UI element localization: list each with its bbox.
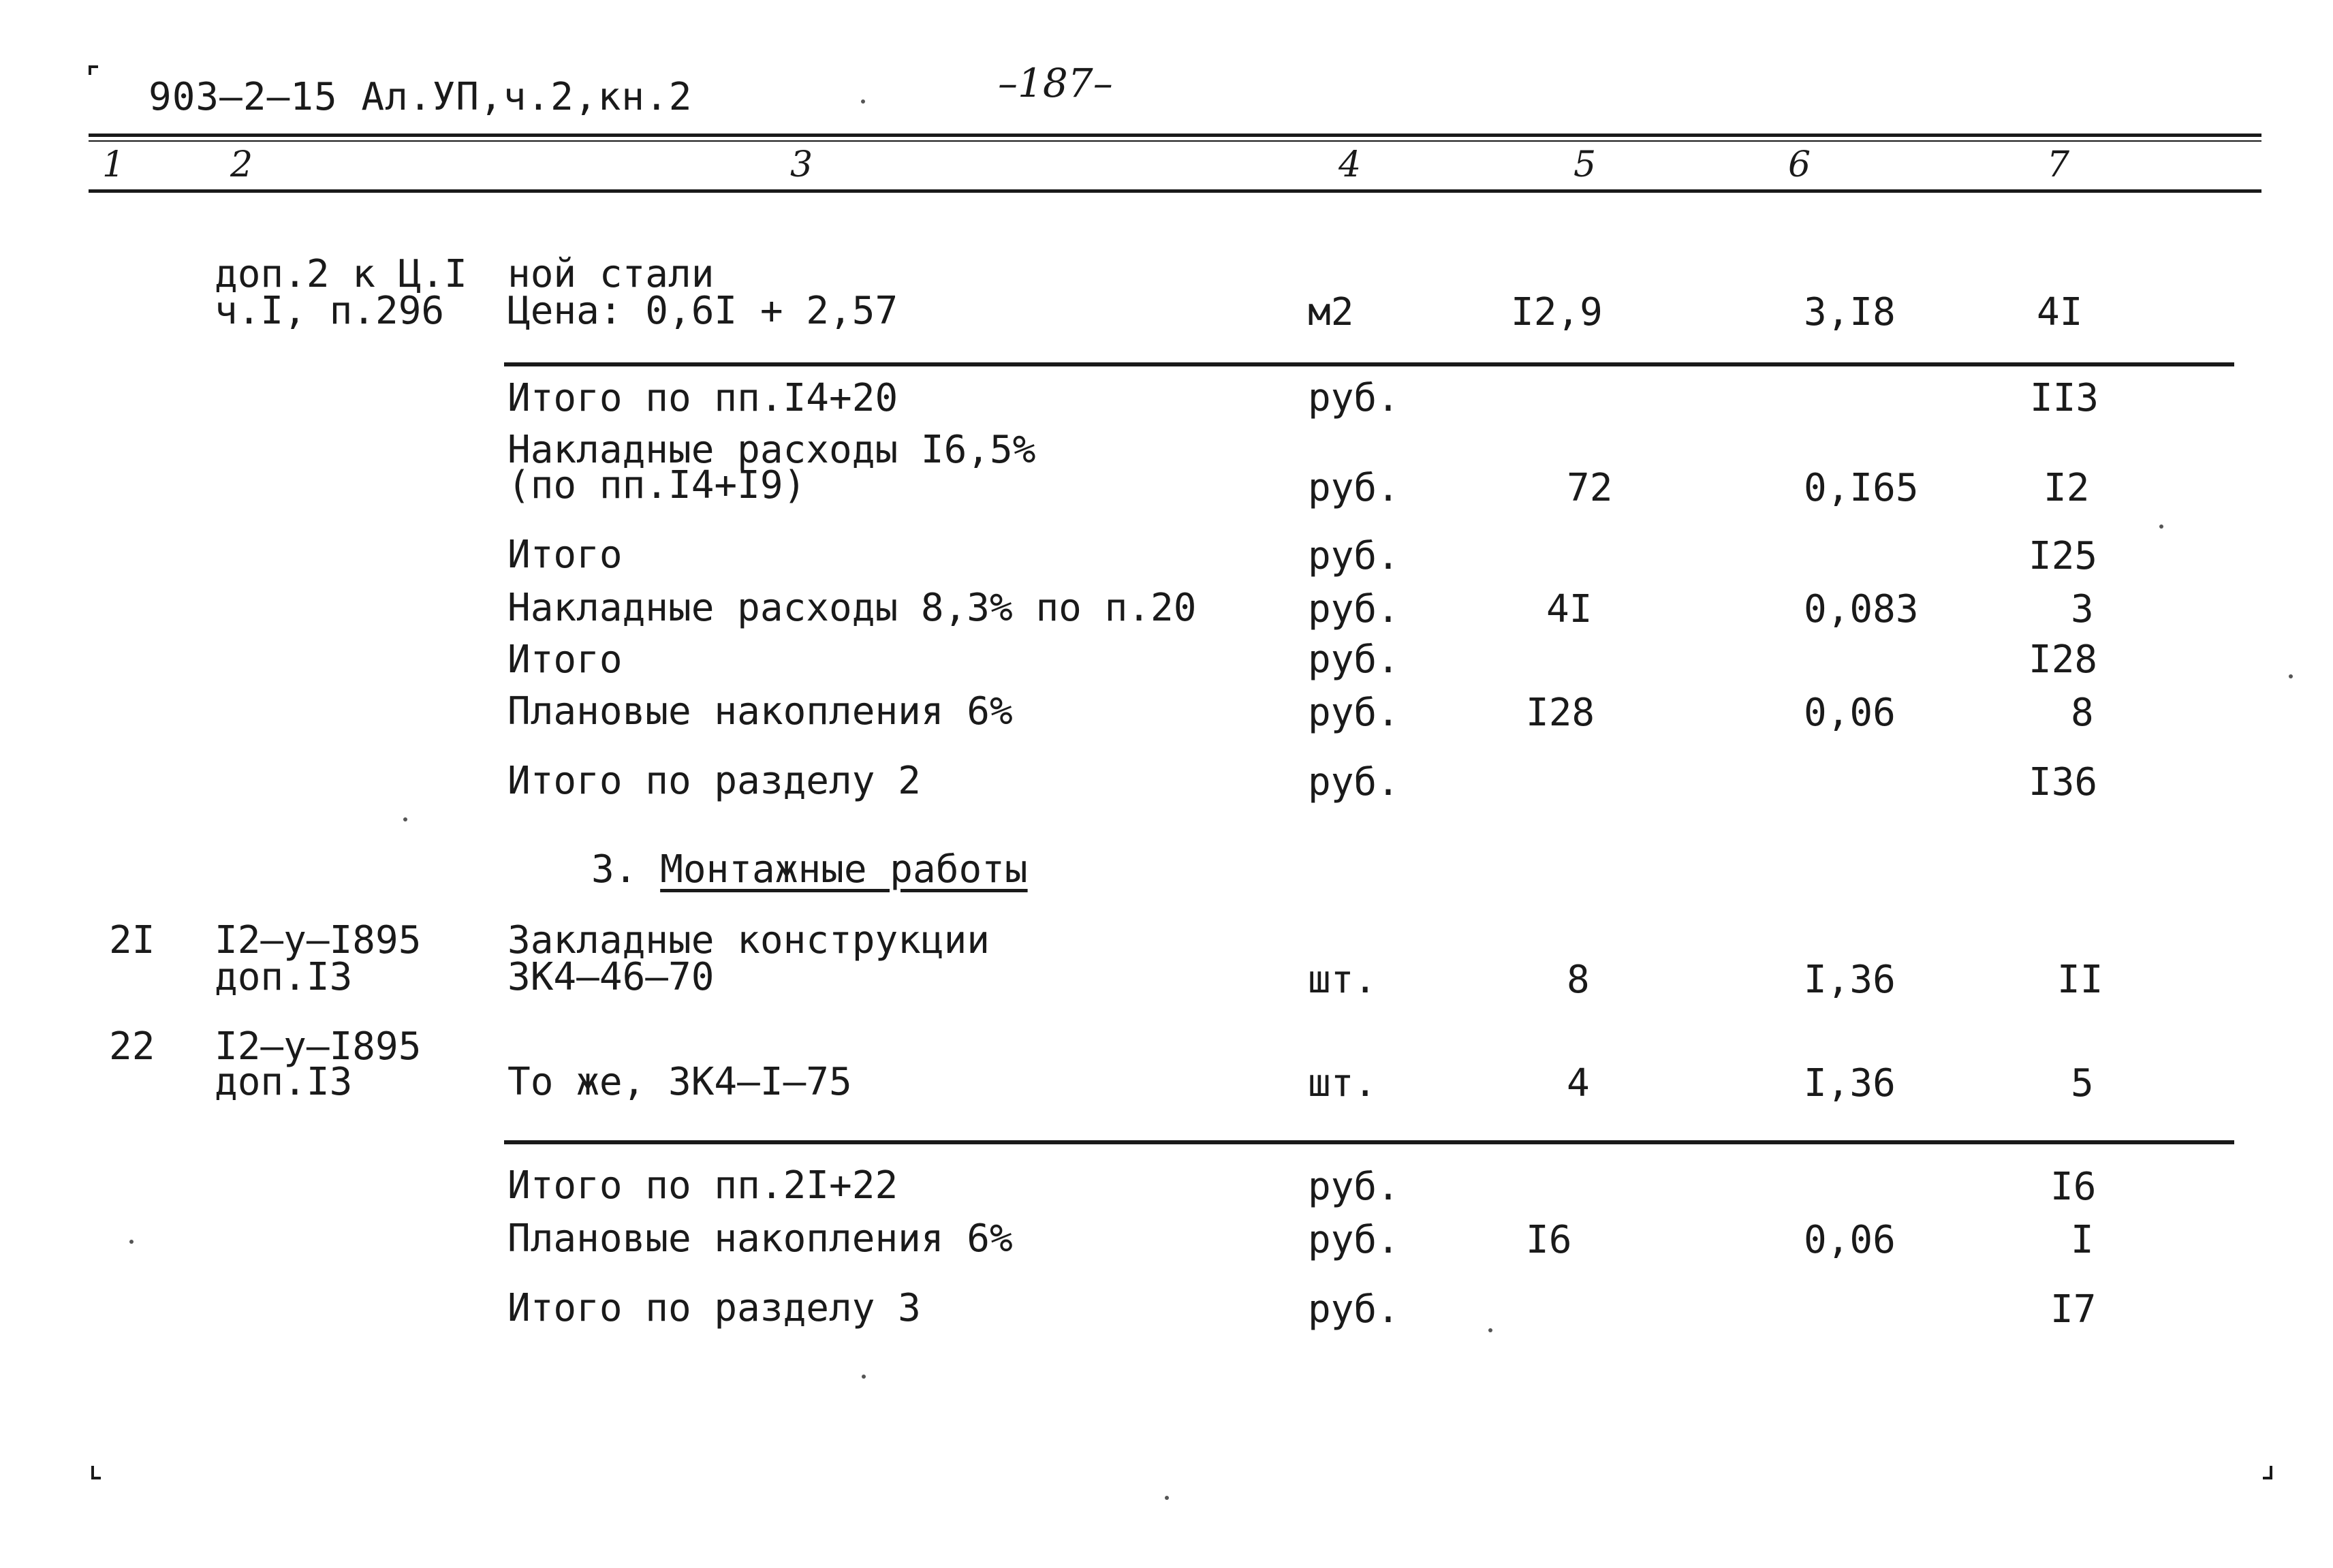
table-cell-total: II3 — [2030, 376, 2099, 420]
column-number-6: 6 — [1788, 144, 1811, 185]
table-cell-quantity: 4I — [1546, 587, 1593, 631]
table-cell-price: 0,I65 — [1804, 466, 1919, 510]
page-number: –187– — [998, 60, 1113, 106]
table-cell-total: I36 — [2029, 760, 2098, 804]
section-number: 3. — [591, 847, 638, 892]
subtotal-rule — [504, 362, 2234, 366]
scan-speck — [861, 99, 865, 104]
table-cell-description: Итого — [507, 533, 623, 577]
table-cell-total: 3 — [2071, 587, 2094, 631]
table-cell-price: 0,06 — [1804, 691, 1896, 735]
table-cell-price: I,36 — [1804, 958, 1896, 1002]
column-number-7: 7 — [2047, 144, 2070, 185]
column-number-4: 4 — [1338, 144, 1362, 185]
table-cell-quantity: I2,9 — [1511, 290, 1603, 334]
column-number-1: 1 — [102, 144, 125, 185]
table-cell-description: Цена: 0,6I + 2,57 — [507, 289, 898, 333]
table-cell-quantity: I28 — [1526, 691, 1595, 735]
table-cell-description: То же, ЗК4–I–75 — [507, 1060, 852, 1104]
section-title: Монтажные работы — [660, 847, 1028, 892]
table-cell-total: 4I — [2037, 290, 2083, 334]
table-cell-unit: руб. — [1308, 534, 1400, 578]
table-cell-total: I6 — [2050, 1165, 2097, 1209]
table-cell-ref: доп.I3 — [215, 955, 353, 999]
table-cell-description: Итого по разделу 2 — [507, 759, 921, 803]
table-cell-unit: шт. — [1308, 1061, 1377, 1106]
table-cell-unit: руб. — [1308, 466, 1400, 510]
scan-speck — [1165, 1496, 1169, 1500]
table-cell-unit: руб. — [1308, 1165, 1400, 1209]
header-rule-top — [89, 134, 2261, 137]
column-number-2: 2 — [230, 144, 253, 185]
table-cell-unit: руб. — [1308, 587, 1400, 631]
corner-mark-top-left — [89, 65, 98, 75]
table-cell-total: I28 — [2029, 638, 2098, 682]
table-cell-description: ЗК4–46–70 — [507, 955, 715, 999]
corner-mark-bottom-left — [91, 1466, 101, 1479]
table-cell-ref: ч.I, п.296 — [215, 289, 445, 333]
scan-speck — [403, 817, 407, 821]
scan-speck — [1488, 1328, 1492, 1332]
table-cell-price: 0,06 — [1804, 1218, 1896, 1262]
scan-speck — [862, 1375, 866, 1379]
table-cell-unit: руб. — [1308, 638, 1400, 682]
subtotal-rule — [504, 1140, 2234, 1144]
table-cell-quantity: I6 — [1526, 1218, 1572, 1262]
table-cell-unit: руб. — [1308, 376, 1400, 420]
table-cell-ref: доп.2 к Ц.I — [215, 252, 467, 296]
table-cell-total: I2 — [2044, 466, 2090, 510]
table-cell-description: (по пп.I4+I9) — [507, 463, 807, 507]
scan-speck — [2159, 524, 2163, 529]
table-cell-total: I — [2071, 1218, 2094, 1262]
header-rule-top-thin — [89, 140, 2261, 142]
table-cell-description: Закладные конструкции — [507, 918, 990, 962]
table-cell-price: 0,083 — [1804, 587, 1919, 631]
column-number-3: 3 — [790, 144, 813, 185]
header-rule-bottom — [89, 189, 2261, 193]
table-cell-description: Итого по пп.I4+20 — [507, 376, 898, 420]
table-cell-total: I7 — [2050, 1287, 2097, 1332]
table-cell-row-number: 2I — [109, 918, 155, 962]
table-cell-description: Итого по пп.2I+22 — [507, 1163, 898, 1208]
table-cell-description: Плановые накопления 6% — [507, 1217, 1013, 1261]
table-cell-total: 5 — [2071, 1061, 2094, 1106]
table-cell-description: Итого — [507, 638, 623, 682]
document-code: 903–2–15 Ал.УП,ч.2,кн.2 — [148, 75, 693, 119]
table-cell-total: 8 — [2071, 691, 2094, 735]
table-cell-unit: руб. — [1308, 1218, 1400, 1262]
table-cell-row-number: 22 — [109, 1024, 155, 1069]
table-cell-description: ной стали — [507, 252, 715, 296]
table-cell-unit: руб. — [1308, 1287, 1400, 1332]
table-cell-ref: I2–у–I895 — [215, 918, 422, 962]
scan-speck — [129, 1240, 134, 1244]
table-cell-unit: руб. — [1308, 691, 1400, 735]
scan-speck — [2289, 674, 2293, 678]
table-cell-unit: шт. — [1308, 958, 1377, 1002]
table-cell-description: Накладные расходы 8,3% по п.20 — [507, 586, 1197, 630]
column-number-5: 5 — [1573, 144, 1597, 185]
table-cell-description: Итого по разделу 3 — [507, 1286, 921, 1330]
table-cell-price: 3,I8 — [1804, 290, 1896, 334]
table-cell-total: I25 — [2029, 534, 2098, 578]
table-cell-price: I,36 — [1804, 1061, 1896, 1106]
table-cell-unit: м2 — [1308, 290, 1354, 334]
table-cell-quantity: 8 — [1567, 958, 1590, 1002]
table-cell-quantity: 4 — [1567, 1061, 1590, 1106]
table-cell-unit: руб. — [1308, 760, 1400, 804]
table-cell-quantity: 72 — [1567, 466, 1613, 510]
table-cell-description: Накладные расходы I6,5% — [507, 428, 1036, 472]
table-cell-description: Плановые накопления 6% — [507, 689, 1013, 734]
table-cell-ref: доп.I3 — [215, 1060, 353, 1104]
section-heading — [591, 847, 1028, 892]
table-cell-ref: I2–у–I895 — [215, 1024, 422, 1069]
table-cell-total: II — [2057, 958, 2103, 1002]
corner-mark-bottom-right — [2263, 1466, 2272, 1479]
